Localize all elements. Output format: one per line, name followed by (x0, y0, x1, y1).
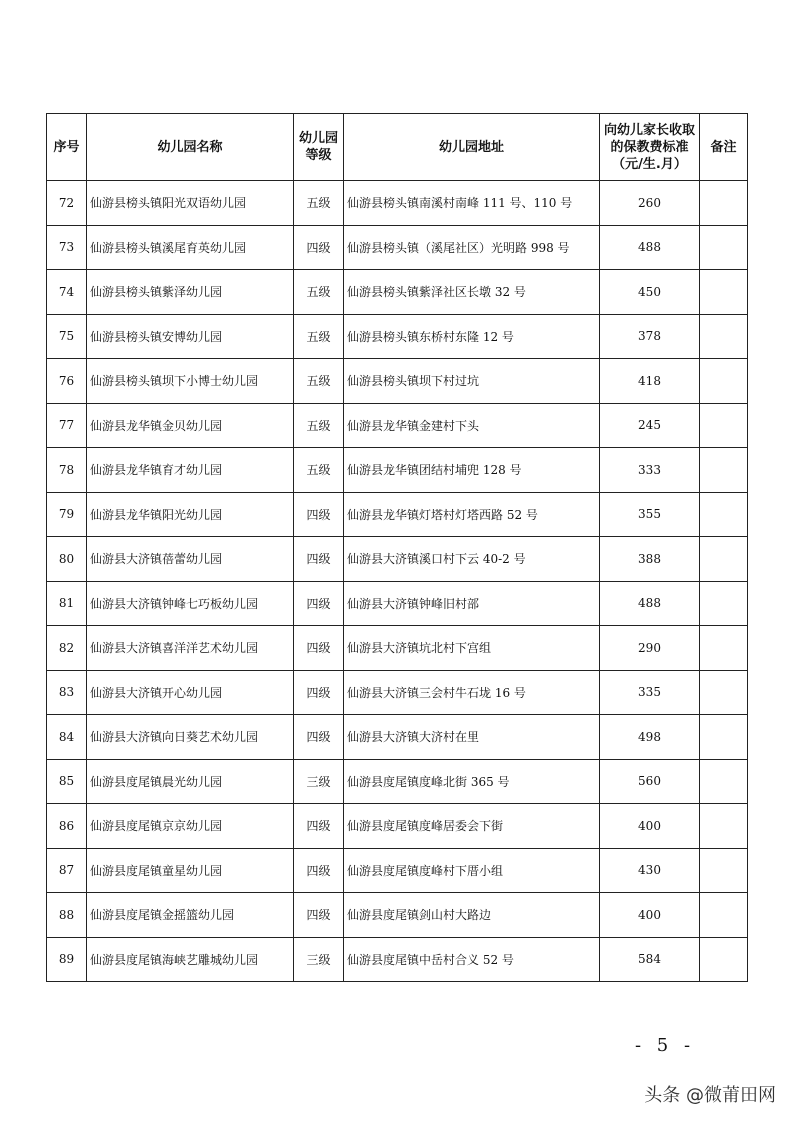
header-grade: 幼儿园等级 (294, 114, 344, 181)
cell-address: 仙游县龙华镇灯塔村灯塔西路 52 号 (344, 492, 600, 537)
cell-grade: 四级 (294, 537, 344, 582)
cell-address: 仙游县度尾镇中岳村合义 52 号 (344, 937, 600, 982)
cell-remark (700, 314, 748, 359)
cell-remark (700, 359, 748, 404)
cell-fee: 584 (600, 937, 700, 982)
cell-address: 仙游县大济镇溪口村下云 40-2 号 (344, 537, 600, 582)
table-row (47, 670, 748, 715)
cell-address: 仙游县度尾镇剑山村大路边 (344, 893, 600, 938)
cell-no: 80 (47, 537, 87, 582)
cell-grade: 五级 (294, 181, 344, 226)
cell-remark (700, 448, 748, 493)
cell-grade: 五级 (294, 448, 344, 493)
table-row (47, 359, 748, 404)
cell-grade: 四级 (294, 581, 344, 626)
cell-name: 仙游县榜头镇安博幼儿园 (87, 314, 294, 359)
cell-no: 78 (47, 448, 87, 493)
table-row (47, 314, 748, 359)
cell-no: 83 (47, 670, 87, 715)
cell-grade: 五级 (294, 314, 344, 359)
cell-address: 仙游县度尾镇度峰北街 365 号 (344, 759, 600, 804)
table-row (47, 181, 748, 226)
cell-remark (700, 403, 748, 448)
cell-grade: 五级 (294, 359, 344, 404)
cell-name: 仙游县榜头镇坝下小博士幼儿园 (87, 359, 294, 404)
cell-address: 仙游县榜头镇南溪村南峰 111 号、110 号 (344, 181, 600, 226)
header-name: 幼儿园名称 (87, 114, 294, 181)
cell-no: 87 (47, 848, 87, 893)
cell-fee: 488 (600, 225, 700, 270)
cell-grade: 三级 (294, 937, 344, 982)
cell-grade: 四级 (294, 804, 344, 849)
cell-no: 85 (47, 759, 87, 804)
table-body (47, 181, 748, 982)
table-row (47, 448, 748, 493)
cell-name: 仙游县榜头镇溪尾育英幼儿园 (87, 225, 294, 270)
cell-remark (700, 893, 748, 938)
cell-name: 仙游县大济镇钟峰七巧板幼儿园 (87, 581, 294, 626)
cell-no: 82 (47, 626, 87, 671)
cell-remark (700, 581, 748, 626)
cell-grade: 五级 (294, 270, 344, 315)
cell-fee: 400 (600, 893, 700, 938)
cell-remark (700, 492, 748, 537)
table-row (47, 225, 748, 270)
table-header-row (47, 114, 748, 181)
cell-address: 仙游县大济镇钟峰旧村部 (344, 581, 600, 626)
cell-no: 84 (47, 715, 87, 760)
cell-fee: 498 (600, 715, 700, 760)
cell-grade: 四级 (294, 225, 344, 270)
cell-fee: 355 (600, 492, 700, 537)
cell-fee: 290 (600, 626, 700, 671)
cell-name: 仙游县大济镇蓓蕾幼儿园 (87, 537, 294, 582)
cell-fee: 560 (600, 759, 700, 804)
cell-name: 仙游县榜头镇阳光双语幼儿园 (87, 181, 294, 226)
cell-fee: 333 (600, 448, 700, 493)
cell-name: 仙游县度尾镇海峡艺雕城幼儿园 (87, 937, 294, 982)
cell-no: 79 (47, 492, 87, 537)
header-no: 序号 (47, 114, 87, 181)
cell-grade: 四级 (294, 848, 344, 893)
cell-fee: 488 (600, 581, 700, 626)
table-row (47, 804, 748, 849)
cell-address: 仙游县大济镇三会村牛石垅 16 号 (344, 670, 600, 715)
cell-name: 仙游县龙华镇阳光幼儿园 (87, 492, 294, 537)
cell-grade: 四级 (294, 492, 344, 537)
kindergarten-fee-table (46, 113, 748, 982)
cell-name: 仙游县度尾镇京京幼儿园 (87, 804, 294, 849)
cell-name: 仙游县度尾镇金摇篮幼儿园 (87, 893, 294, 938)
cell-address: 仙游县榜头镇紫泽社区长墩 32 号 (344, 270, 600, 315)
cell-address: 仙游县大济镇坑北村下宫组 (344, 626, 600, 671)
table-row (47, 403, 748, 448)
header-fee: 向幼儿家长收取的保教费标准（元/生.月） (600, 114, 700, 181)
cell-fee: 388 (600, 537, 700, 582)
cell-remark (700, 270, 748, 315)
cell-remark (700, 225, 748, 270)
cell-grade: 三级 (294, 759, 344, 804)
cell-address: 仙游县榜头镇东桥村东隆 12 号 (344, 314, 600, 359)
cell-fee: 400 (600, 804, 700, 849)
header-remark: 备注 (700, 114, 748, 181)
cell-name: 仙游县龙华镇育才幼儿园 (87, 448, 294, 493)
table-row (47, 581, 748, 626)
cell-no: 77 (47, 403, 87, 448)
cell-name: 仙游县度尾镇童星幼儿园 (87, 848, 294, 893)
cell-remark (700, 537, 748, 582)
cell-no: 73 (47, 225, 87, 270)
cell-name: 仙游县大济镇喜洋洋艺术幼儿园 (87, 626, 294, 671)
cell-no: 75 (47, 314, 87, 359)
cell-fee: 378 (600, 314, 700, 359)
cell-remark (700, 715, 748, 760)
cell-grade: 五级 (294, 403, 344, 448)
cell-no: 86 (47, 804, 87, 849)
cell-address: 仙游县大济镇大济村在里 (344, 715, 600, 760)
cell-name: 仙游县度尾镇晨光幼儿园 (87, 759, 294, 804)
table-row (47, 270, 748, 315)
cell-remark (700, 626, 748, 671)
cell-name: 仙游县大济镇向日葵艺术幼儿园 (87, 715, 294, 760)
cell-no: 76 (47, 359, 87, 404)
table-row (47, 537, 748, 582)
cell-grade: 四级 (294, 626, 344, 671)
watermark: 头条 @微莆田网 (644, 1085, 776, 1106)
cell-no: 89 (47, 937, 87, 982)
cell-remark (700, 937, 748, 982)
cell-remark (700, 848, 748, 893)
cell-grade: 四级 (294, 893, 344, 938)
cell-remark (700, 759, 748, 804)
cell-fee: 245 (600, 403, 700, 448)
cell-fee: 335 (600, 670, 700, 715)
table-row (47, 759, 748, 804)
cell-fee: 418 (600, 359, 700, 404)
cell-address: 仙游县榜头镇坝下村过坑 (344, 359, 600, 404)
cell-no: 81 (47, 581, 87, 626)
cell-address: 仙游县度尾镇度峰居委会下街 (344, 804, 600, 849)
header-address: 幼儿园地址 (344, 114, 600, 181)
cell-address: 仙游县龙华镇金建村下头 (344, 403, 600, 448)
cell-fee: 260 (600, 181, 700, 226)
cell-address: 仙游县龙华镇团结村埔兜 128 号 (344, 448, 600, 493)
table-row (47, 492, 748, 537)
cell-remark (700, 804, 748, 849)
cell-name: 仙游县龙华镇金贝幼儿园 (87, 403, 294, 448)
table-row (47, 848, 748, 893)
table-row (47, 626, 748, 671)
cell-fee: 450 (600, 270, 700, 315)
table-row (47, 893, 748, 938)
cell-grade: 四级 (294, 670, 344, 715)
page-number: - 5 - (634, 1035, 696, 1056)
cell-grade: 四级 (294, 715, 344, 760)
table-row (47, 937, 748, 982)
cell-name: 仙游县大济镇开心幼儿园 (87, 670, 294, 715)
cell-name: 仙游县榜头镇紫泽幼儿园 (87, 270, 294, 315)
cell-no: 72 (47, 181, 87, 226)
cell-fee: 430 (600, 848, 700, 893)
cell-address: 仙游县度尾镇度峰村下厝小组 (344, 848, 600, 893)
cell-remark (700, 670, 748, 715)
cell-address: 仙游县榜头镇（溪尾社区）光明路 998 号 (344, 225, 600, 270)
cell-remark (700, 181, 748, 226)
cell-no: 74 (47, 270, 87, 315)
cell-no: 88 (47, 893, 87, 938)
table-row (47, 715, 748, 760)
